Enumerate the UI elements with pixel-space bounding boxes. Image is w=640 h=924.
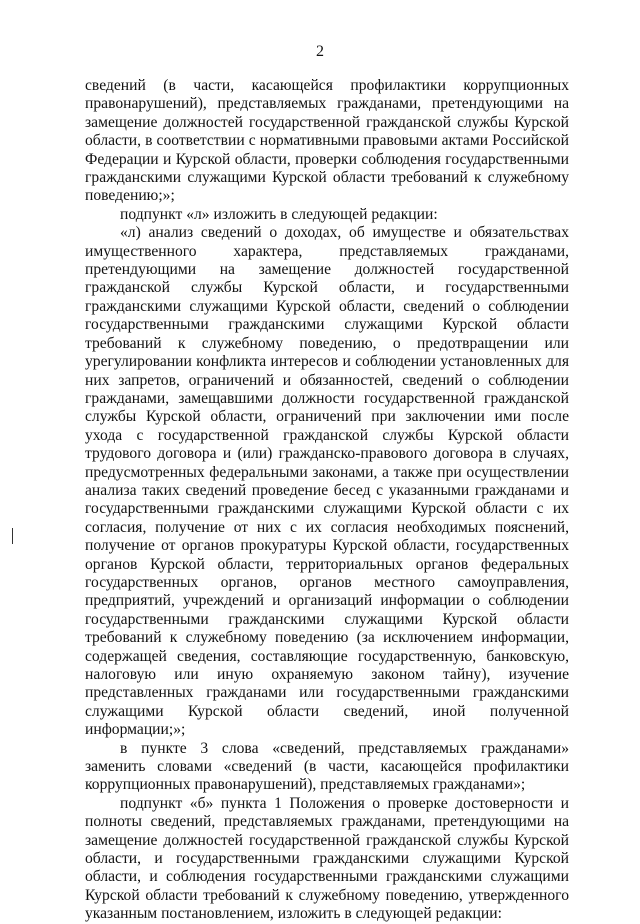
paragraph: подпункт «б» пункта 1 Положения о проверке достоверности и полноты сведений, представляемых гражданами, претендующими на замещение должностей государственной гражданской службы Курской области, и государственными гражданскими служащими Курской области, и соблюдения государственными гражданскими служащими Курской области требований к служебному поведению, утвержденного указанным постановлением, изложить в следующей редакции: — [85, 794, 569, 923]
paragraph: подпункт «л» изложить в следующей редакции: — [120, 205, 438, 223]
paragraph: сведений (в части, касающейся профилактики коррупционных правонарушений), представляемых гражданами, претендующими на замещение должностей государственной гражданской службы Курской области, в соответствии с нормативными правовыми актами Российской Федерации и Курской области, проверки соблюдения государственными гражданскими служащими Курской области требований к служебному поведению;»; — [85, 77, 569, 205]
margin-mark — [12, 528, 13, 544]
page-number: 2 — [316, 43, 324, 60]
paragraph: «л) анализ сведений о доходах, об имуществе и обязательствах имущественного характера, представляемых гражданами, претендующими на замещение должностей государственной гражданской службы Курской области, и государственными гражданскими служащими Курской области, сведений о соблюдении государственными гражданскими служащими Курской области требований к служебному поведению, о предотвращении или урегулировании конфликта интересов и соблюдении установленных для них запретов, ограничений и обязанностей, сведений о соблюдении гражданами, замещавшими должности государственной гражданской службы Курской области, ограничений при заключении ими после ухода с государственной гражданской службы Курской области трудового договора и (или) гражданско-правового договора в случаях, предусмотренных федеральными законами, а также при осуществлении анализа таких сведений проведение бесед с указанными гражданами и государственными гражданскими служащими Курской области с их согласия, получение от них с их согласия необходимых пояснений, получение от органов прокуратуры Курской области, государственных органов Курской области, территориальных органов федеральных государственных органов, органов местного самоуправления, предприятий, учреждений и организаций информации о соблюдении государственными гражданскими служащими Курской области требований к служебному поведению (за исключением информации, содержащей сведения, составляющие государственную, банковскую, налоговую или иную охраняемую законом тайну), изучение представленных гражданами или государственными гражданскими служащими Курской области сведений, иной полученной информации;»; — [85, 224, 569, 739]
document-body — [85, 77, 569, 924]
paragraph: в пункте 3 слова «сведений, представляемых гражданами» заменить словами «сведений (в части, касающейся профилактики коррупционных правонарушений), представляемых гражданами»; — [85, 739, 569, 794]
